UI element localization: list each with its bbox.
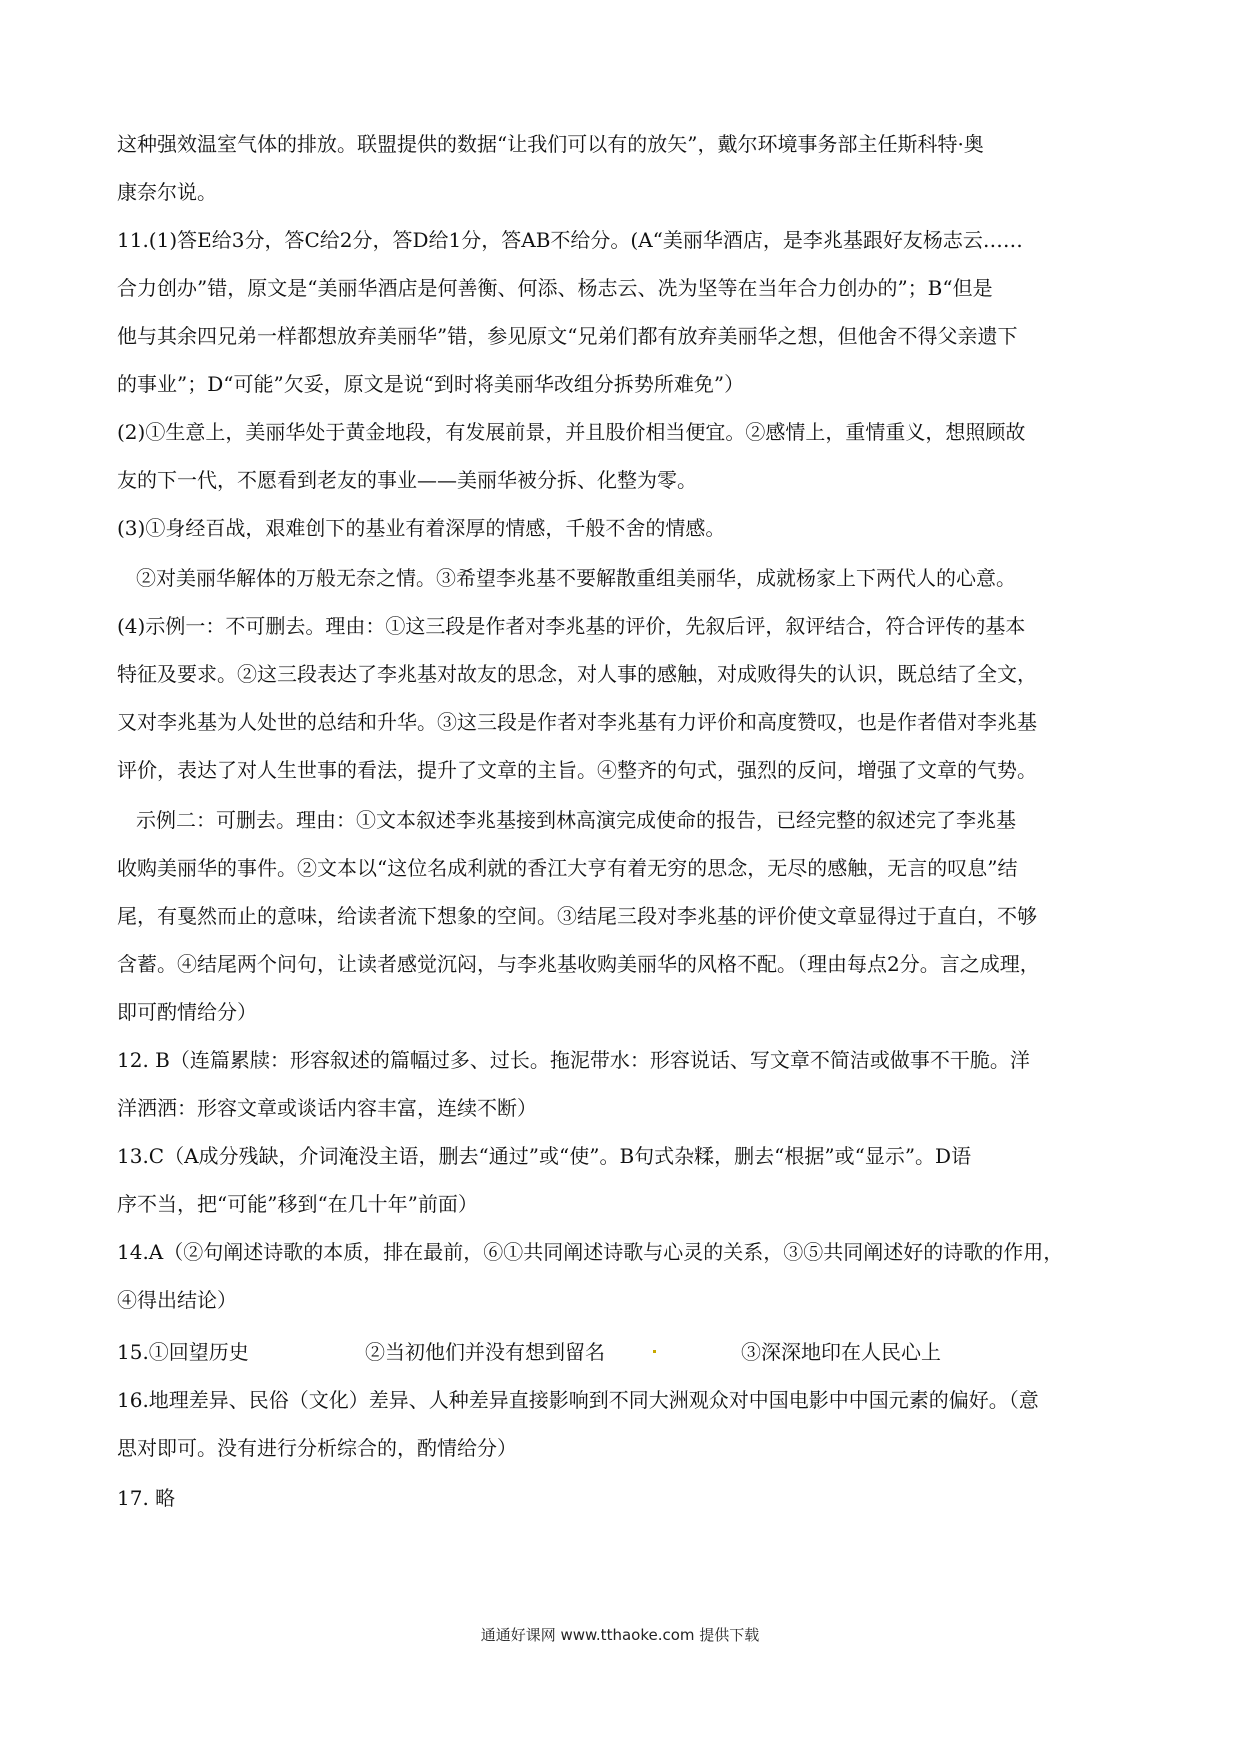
text-line: 序不当，把“可能”移到“在几十年”前面） bbox=[117, 1192, 478, 1216]
text-line: 13.C（A成分残缺，介词淹没主语，删去“通过”或“使”。B句式杂糅，删去“根据”或“显示”。D语 bbox=[117, 1144, 972, 1168]
text-line: 即可酌情给分） bbox=[117, 1000, 257, 1024]
text-line: (4)示例一：不可删去。理由：①这三段是作者对李兆基的评价，先叙后评，叙评结合，符合评传的基本 bbox=[117, 614, 1026, 638]
text-line: 示例二：可删去。理由：①文本叙述李兆基接到林高演完成使命的报告，已经完整的叙述完了李兆基 bbox=[136, 808, 1016, 832]
text-line: ④得出结论） bbox=[117, 1288, 237, 1312]
q15-answer-2: ②当初他们并没有想到留名 bbox=[365, 1340, 605, 1364]
text-line: 康奈尔说。 bbox=[117, 180, 217, 204]
text-line: 的事业”；D“可能”欠妥，原文是说“到时将美丽华改组分拆势所难免”） bbox=[117, 372, 745, 396]
q15-answer-1: 15.①回望历史 bbox=[117, 1340, 249, 1364]
text-line: 合力创办”错，原文是“美丽华酒店是何善衡、何添、杨志云、冼为坚等在当年合力创办的”；B“但是 bbox=[117, 276, 993, 300]
text-line: 特征及要求。②这三段表达了李兆基对故友的思念，对人事的感触，对成败得失的认识，既总结了全文， bbox=[117, 662, 1037, 686]
text-line: 思对即可。没有进行分析综合的，酌情给分） bbox=[117, 1436, 517, 1460]
q15-answer-3: ③深深地印在人民心上 bbox=[741, 1340, 941, 1364]
page-footer: 通通好课网 www.tthaoke.com 提供下载 bbox=[480, 1626, 760, 1644]
text-line: 11.(1)答E给3分，答C给2分，答D给1分，答AB不给分。(A“美丽华酒店，是李兆基跟好友杨志云…… bbox=[117, 228, 1023, 252]
text-line: 14.A（②句阐述诗歌的本质，排在最前，⑥①共同阐述诗歌与心灵的关系，③⑤共同阐述好的诗歌的作用， bbox=[117, 1240, 1064, 1264]
text-line: (3)①身经百战，艰难创下的基业有着深厚的情感，千般不舍的情感。 bbox=[117, 516, 726, 540]
text-line: 洋洒洒：形容文章或谈话内容丰富，连续不断） bbox=[117, 1096, 537, 1120]
text-line: 评价，表达了对人生世事的看法，提升了文章的主旨。④整齐的句式，强烈的反问，增强了文章的气势。 bbox=[117, 758, 1037, 782]
text-line: ②对美丽华解体的万般无奈之情。③希望李兆基不要解散重组美丽华，成就杨家上下两代人的心意。 bbox=[136, 566, 1016, 590]
text-line: 含蓄。④结尾两个问句，让读者感觉沉闷，与李兆基收购美丽华的风格不配。（理由每点2分。言之成理， bbox=[117, 952, 1040, 976]
text-line: 17. 略 bbox=[117, 1486, 176, 1510]
stray-mark bbox=[653, 1350, 656, 1353]
text-line: 这种强效温室气体的排放。联盟提供的数据“让我们可以有的放矢”，戴尔环境事务部主任斯科特·奥 bbox=[117, 132, 984, 156]
text-line: 友的下一代，不愿看到老友的事业——美丽华被分拆、化整为零。 bbox=[117, 468, 697, 492]
text-line: 收购美丽华的事件。②文本以“这位名成利就的香江大亨有着无穷的思念，无尽的感触，无言的叹息”结 bbox=[117, 856, 1018, 880]
text-line: 12. B（连篇累牍：形容叙述的篇幅过多、过长。拖泥带水：形容说话、写文章不简洁或做事不干脆。洋 bbox=[117, 1048, 1030, 1072]
text-line: 尾，有戛然而止的意味，给读者流下想象的空间。③结尾三段对李兆基的评价使文章显得过于直白，不够 bbox=[117, 904, 1037, 928]
text-line: 16.地理差异、民俗（文化）差异、人种差异直接影响到不同大洲观众对中国电影中中国元素的偏好。（意 bbox=[117, 1388, 1039, 1412]
text-line: (2)①生意上，美丽华处于黄金地段，有发展前景，并且股价相当便宜。②感情上，重情重义，想照顾故 bbox=[117, 420, 1026, 444]
text-line: 他与其余四兄弟一样都想放弃美丽华”错，参见原文“兄弟们都有放弃美丽华之想，但他舍不得父亲遗下 bbox=[117, 324, 1018, 348]
text-line: 又对李兆基为人处世的总结和升华。③这三段是作者对李兆基有力评价和高度赞叹，也是作者借对李兆基 bbox=[117, 710, 1037, 734]
